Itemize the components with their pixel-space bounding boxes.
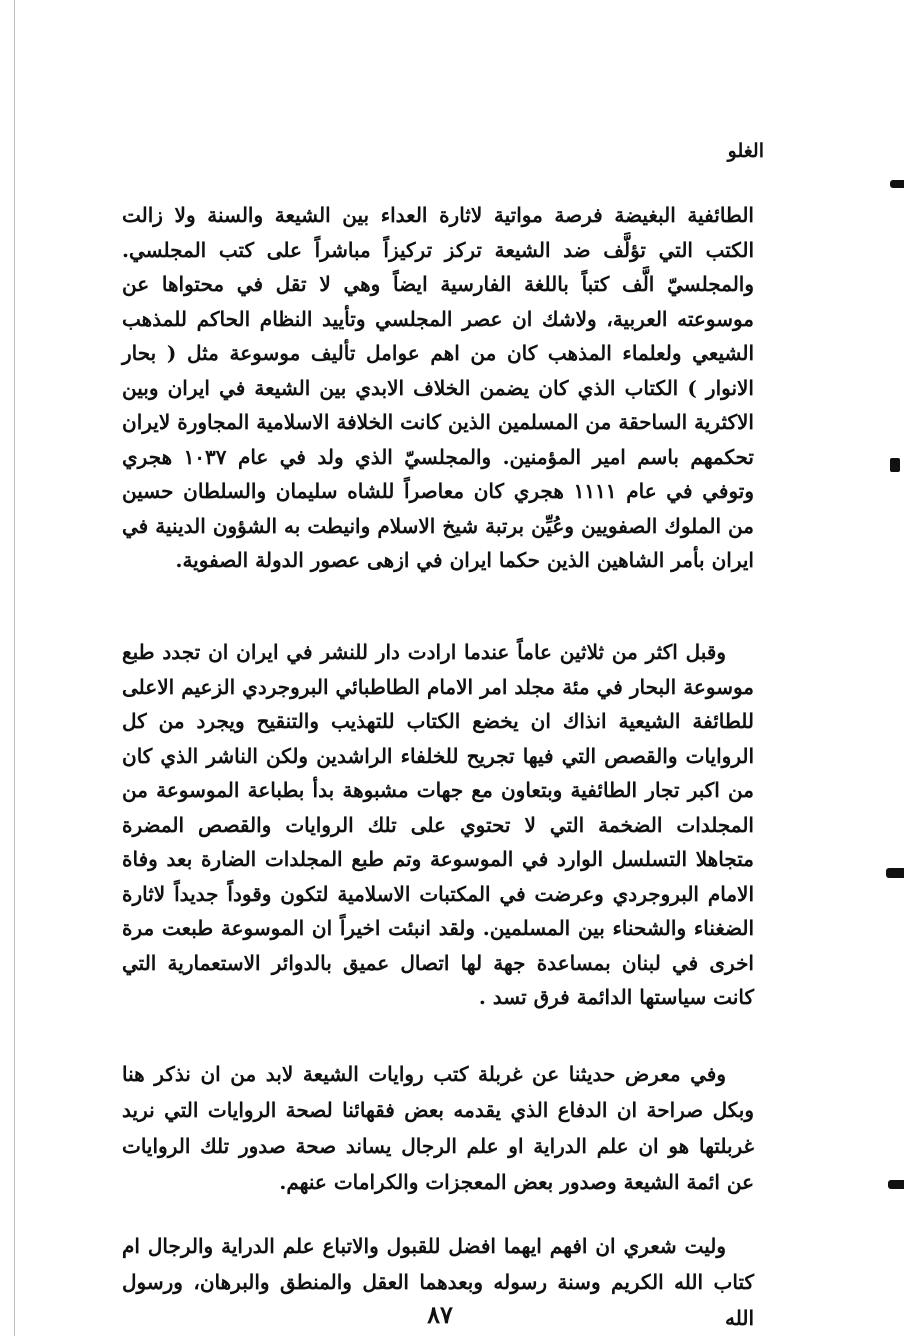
- margin-mark: [886, 868, 904, 878]
- margin-mark: [890, 458, 900, 472]
- page-number: ٨٧: [427, 1300, 453, 1329]
- margin-mark: [888, 1180, 904, 1189]
- running-header: الغلو: [727, 140, 764, 162]
- margin-mark: [890, 180, 904, 188]
- paragraph-3: وفي معرض حديثنا عن غربلة كتب روايات الشيعة لابد من ان نذكر هنا وبكل صراحة ان الدفاع الذي يقدمه بعض فقهائنا لصحة الروايات التي نريد غربلتها هو ان علم الدراية او علم الرجال يساند صحة صدور تلك الروايات عن ائمة الشيعة وصدور بعض المعجزات والكرامات عنهم.: [122, 1062, 754, 1194]
- paragraph-1: الطائفية البغيضة فرصة مواتية لاثارة العداء بين الشيعة والسنة ولا زالت الكتب التي تؤلَّف ضد الشيعة تركز تركيزاً مباشراً على كتب المجلسي. والمجلسيّ الَّف كتباً باللغة الفارسية ايضاً وهي لا تقل في محتواها عن موسوعته العربية، ولاشك ان عصر المجلسي وتأييد النظام الحاكم للمذهب الشيعي ولعلماء المذهب كان من اهم عوامل تأليف موسوعة مثل ( بحار الانوار ) الكتاب الذي كان يضمن الخلاف الابدي بين الشيعة في ايران وبين الاكثرية الساحقة من المسلمين الذين كانت الخلافة الاسلامية المجاورة لايران تحكمهم باسم امير المؤمنين. والمجلسيّ الذي ولد في عام ١٠٣٧ هجري وتوفي في عام ١١١١ هجري كان معاصراً للشاه سليمان والسلطان حسين من الملوك الصفويين وعُيِّن برتبة شيخ الاسلام وانيطت به الشؤون الدينية في ايران بأمر الشاهين الذين حكما ايران في ازهى عصور الدولة الصفوية.: [122, 203, 754, 572]
- paragraph-2: وقبل اكثر من ثلاثين عاماً عندما ارادت دار للنشر في ايران ان تجدد طبع موسوعة البحار في مئة مجلد امر الامام الطاطبائي البروجردي الزعيم الاعلى للطائفة الشيعية انذاك ان يخضع الكتاب للتهذيب والتنقيح ويجرد من كل الروايات والقصص التي فيها تجريح للخلفاء الراشدين ولكن الناشر الذي كان من اكبر تجار الطائفية وبتعاون مع جهات مشبوهة بدأ بطباعة الموسوعة من المجلدات الضخمة التي لا تحتوي على تلك الروايات والقصص المضرة متجاهلا التسلسل الوارد في الموسوعة وتم طبع المجلدات الضارة بعد وفاة الامام البروجردي وعرضت في المكتبات الاسلامية لتكون وقوداً جديداً لاثارة الضغناء والشحناء بين المسلمين. ولقد انبئت اخيراً ان الموسوعة طبعت مرة اخرى في لبنان بمساعدة جهة لها اتصال عميق بالدوائر الاستعمارية التي كانت سياستها الدائمة فرق تسد .: [122, 640, 755, 1009]
- page-binding-edge: [14, 0, 15, 1336]
- paragraph-4: وليت شعري ان افهم ايهما افضل للقبول والاتباع علم الدراية والرجال ام كتاب الله الكريم وسنة رسوله وبعدهما العقل والمنطق والبرهان، ورسول الله: [122, 1234, 754, 1330]
